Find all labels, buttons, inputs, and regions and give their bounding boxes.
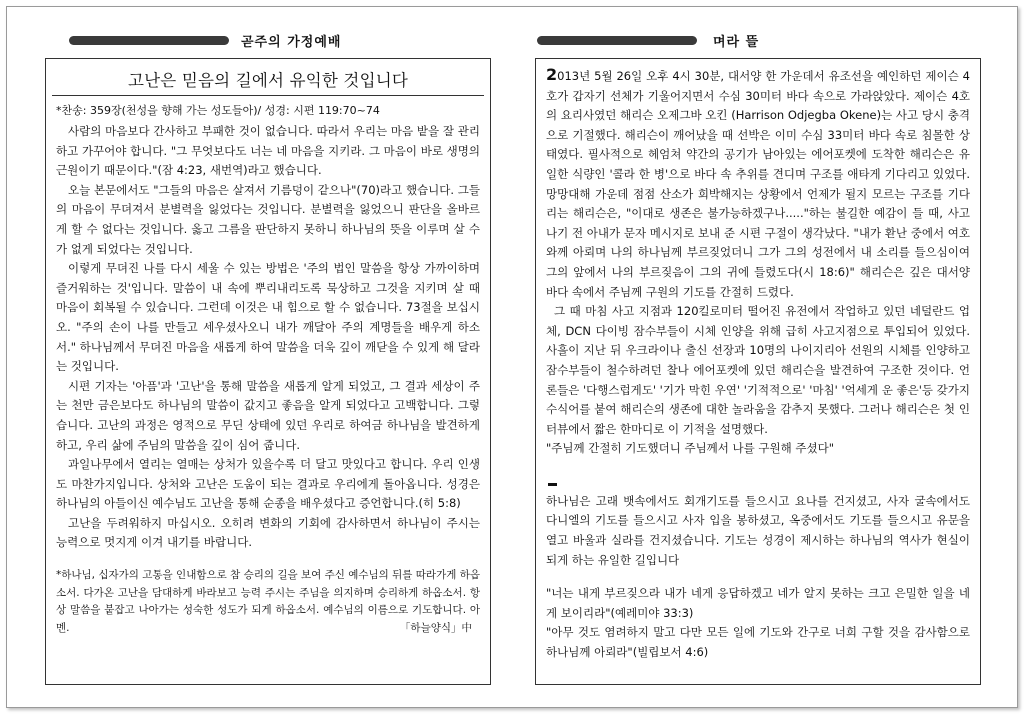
sermon-title: 고난은 믿음의 길에서 유익한 것입니다 (127, 71, 408, 90)
sermon-paragraph: 사람의 마음보다 간사하고 부패한 것이 없습니다. 따라서 우리는 마음 밭을 잘 관리하고 가꾸어야 합니다. "그 무엇보다도 너는 네 마음을 지키라. 그 마음이 바로 생명의 근원이기 때문이다."(잠 4:23, 새번역)라고 했습니다. (56, 124, 480, 178)
closing-prayer: *하나님, 십자가의 고통을 인내함으로 참 승리의 길을 보여 주신 예수님의 뒤를 따라가게 하옵소서. 다가온 고난을 담대하게 바라보고 능력 주시는 주님을 의지하며 승리하게 하옵소서. 항상 말씀을 붙잡고 나아가는 성숙한 성도가 되게 하옵소서. 예수님의 이름으로 기도합니다. 아멘. (56, 569, 480, 634)
sermon-paragraph: 이렇게 무뎌진 나를 다시 세울 수 있는 방법은 '주의 법인 말씀을 항상 가까이하며 즐거워하는 것'입니다. 말씀이 내 속에 뿌리내리도록 묵상하고 그것을 지키며 살 때 마음이 회복될 수 있습니다. 그런데 이것은 내 힘으로 할 수 없습니다. 73절을 보십시오. "주의 손이 나를 만들고 세우셨사오니 내가 깨달아 주의 계명들을 배우게 하소서." 하나님께서 무뎌진 마음을 새롭게 하여 말씀을 더욱 깊이 깨닫을 수 있게 해 달라는 것입니다. (56, 261, 480, 374)
story-paragraph (546, 65, 970, 302)
drop-cap: 2 (546, 65, 558, 84)
left-section-header: 곧주의 가정예배 (241, 35, 342, 50)
story-paragraph: 하나님은 고래 뱃속에서도 회개기도를 들으시고 요나를 건지셨고, 사자 굴속에서도 다니엘의 기도를 들으시고 사자 입을 봉하셨고, 옥중에서도 기도를 들으시고 유문을 열고 바울과 실라를 건지셨습니다. 기도는 성경이 제시하는 하나님의 역사가 현실이 되게 하는 유일한 길입니다 (546, 493, 970, 567)
story-quote: "주님께 간절히 기도했더니 주님께서 나를 구원해 주셨다" (546, 441, 835, 456)
sermon-paragraph: 과일나무에서 열리는 열매는 상처가 있을수록 더 달고 맛있다고 합니다. 우리 인생도 마찬가지입니다. 상처와 고난은 도움이 되는 결과로 우리에게 돌아옵니다. 성경은 하나님의 아들이신 예수님도 고난을 통해 순종을 배우셨다고 증언합니다.(히 5:8) (56, 457, 480, 511)
source-credit: 「하늘양식」中 (399, 622, 472, 635)
sermon-paragraph: 시편 기자는 '아픔'과 '고난'을 통해 말씀을 새롭게 알게 되었고, 그 결과 세상이 주는 천만 금은보다도 하나님의 말씀이 값지고 좋음을 알게 되었다고 고백합니다. 그렇습니다. 고난의 과정은 영적으로 무딘 상태에 있던 우리로 하여금 하나님을 발견하게 하고, 우리 삶에 주님의 말씀을 깊이 심어 줍니다. (56, 378, 480, 452)
story-column (535, 58, 981, 685)
bible-verse: "아무 것도 염려하지 말고 다만 모든 일에 기도와 간구로 너희 구할 것을 감사함으로 하나님께 아뢰라"(빌립보서 4:6) (546, 625, 970, 660)
story-paragraph: 그 때 마침 사고 지점과 120킬로미터 떨어진 유전에서 작업하고 있던 네덜란드 업체, DCN 다이빙 잠수부들이 시체 인양을 위해 급히 사고지점으로 투입되어 있었다. 사흘이 지난 뒤 우크라이나 출신 선장과 10명의 나이지리아 선원의 시체를 인양하고 잠수부들이 철수하려던 찰나 에어포켓에 있던 해리슨을 발견하여 구조한 것이다. 언론들은 '다행스럽게도' '기가 막힌 우연' '기적적으로' '마침' '억세게 운 좋은'등 갖가지 수식어를 붙여 해리슨의 생존에 대한 놀라움을 감추지 못했다. 그러나 해리슨은 첫 인터뷰에서 짧은 한마디로 이 기적을 설명했다. (546, 304, 970, 436)
bible-verse: "너는 내게 부르짖으라 내가 네게 응답하겠고 네가 알지 못하는 크고 은밀한 일을 네게 보이리라"(예레미야 33:3) (546, 586, 970, 620)
right-header-bar (537, 36, 697, 45)
title-divider (52, 95, 484, 96)
page-sheet (6, 6, 1018, 708)
sermon-paragraph: 고난을 두려워하지 마십시오. 오히려 변화의 기회에 감사하면서 하나님이 주시는 능력으로 멋지게 이겨 내기를 바랍니다. (56, 515, 480, 550)
spacer (536, 570, 980, 584)
story-paragraph-text: 013년 5월 26일 오후 4시 30분, 대서양 한 가운데서 유조선을 예인하던 제이슨 4호가 갑자기 선체가 기울어지면서 수심 30미터 바다 속으로 가라앉았다. 제이슨 4호의 요리사였던 해리슨 오제그바 오킨 (Harrison Odjegba Okene)는 사고 당시 충격으로 기절했다. 해리슨이 깨어났을 때 선박은 이미 수심 33미터 바다 속로 침몰한 상태였다. 필사적으로 헤엄쳐 약간의 공기가 남아있는 에어포켓에 도착한 해리슨은 유일한 식량인 '콜라 한 병'으로 바다 속 추위를 견디며 구조를 애타게 기다리고 있었다. 망망대해 가운데 점점 산소가 희박해지는 상황에서 언제가 될지 모르는 구조를 기다리는 해리슨은, "이대로 생존은 불가능하겠구나....."하는 불길한 예감이 들 때, 사고 나기 전 아내가 문자 메시지로 보내 준 시편 구절이 생각났다. "내가 환난 중에서 여호와께 아뢰며 나의 하나님께 부르짖었더니 그가 그의 성전에서 내 소리를 들으심이여 그의 앞에서 나의 부르짖음이 그의 귀에 들렸도다(시 18:6)" 해리슨은 깊은 대서양 바다 속에서 주님께 구원의 기도를 간절히 드렸다. (546, 69, 970, 299)
sermon-paragraph: 오늘 본문에서도 "그들의 마음은 살져서 기름덩이 같으나"(70)라고 했습니다. 그들의 마음이 무뎌져서 분별력을 잃었다는 것입니다. 분별력을 잃었으니 판단을 올바르게 할 수 없다는 것입니다. 옳고 그름을 판단하지 못하니 하나님의 뜻을 이루며 살 수가 없게 되었다는 것입니다. (56, 182, 480, 256)
section-marker (548, 483, 557, 486)
left-header-bar (69, 36, 229, 45)
sermon-column (45, 58, 491, 685)
right-section-header: 며라 뜰 (713, 35, 760, 50)
hymn-scripture-line: *찬송: 359장(천성을 향해 가는 성도들아)/ 성경: 시편 119:70~74 (56, 104, 380, 117)
